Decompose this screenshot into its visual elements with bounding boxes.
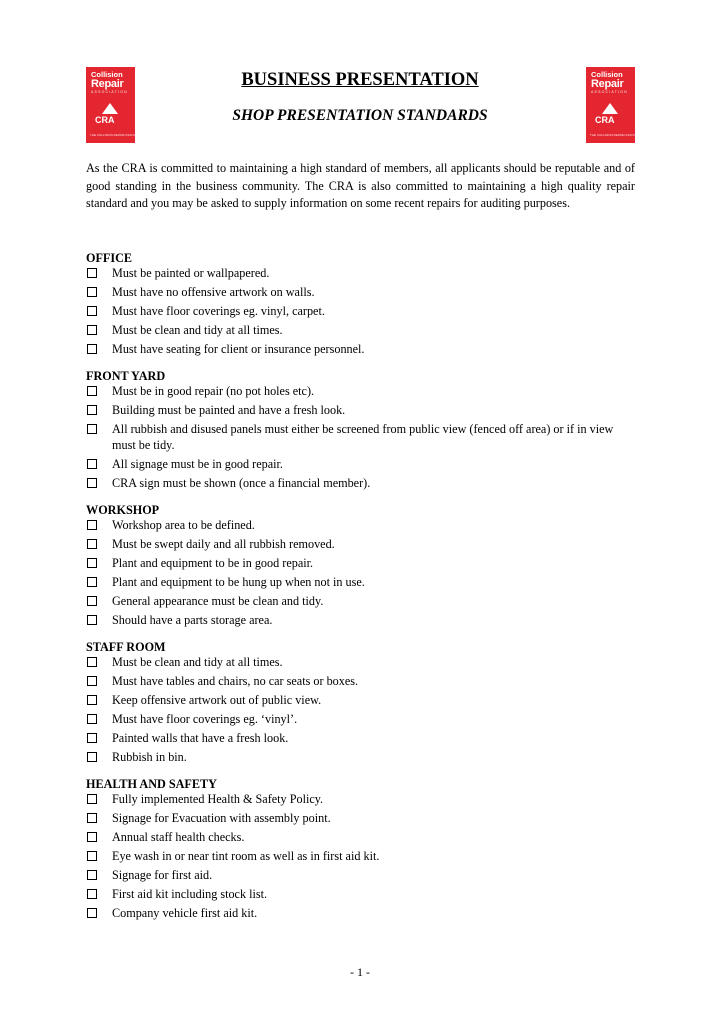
checkbox-icon[interactable] <box>87 889 97 899</box>
checklist-item <box>86 555 635 571</box>
checklist-item-text: Must have floor coverings eg. vinyl, carpet. <box>112 304 325 318</box>
checkbox-icon[interactable] <box>87 539 97 549</box>
checklist-item-text: Signage for first aid. <box>112 868 213 882</box>
checklist-item <box>86 673 635 689</box>
checklist-item-text: Must have tables and chairs, no car seats or boxes. <box>112 674 359 688</box>
checkbox-icon[interactable] <box>87 520 97 530</box>
checklist-item <box>86 848 635 864</box>
checklist-item-text: Building must be painted and have a fresh look. <box>112 403 346 417</box>
document-subtitle: SHOP PRESENTATION STANDARDS <box>232 107 488 124</box>
checkbox-icon[interactable] <box>87 676 97 686</box>
checklist-item <box>86 829 635 845</box>
logo-tagline: THE COLLISION REPAIR ASSOCIATION <box>90 133 146 137</box>
checklist-item-text: First aid kit including stock list. <box>112 887 268 901</box>
checklist-item <box>86 654 635 670</box>
logo-line-3: ASSOCIATION <box>91 90 128 94</box>
checkbox-icon[interactable] <box>87 657 97 667</box>
checkbox-icon[interactable] <box>87 615 97 625</box>
checklist-item <box>86 886 635 902</box>
checklist-item <box>86 265 635 281</box>
checklist-item <box>86 284 635 300</box>
checklist-item-text: CRA sign must be shown (once a financial member). <box>112 476 371 490</box>
section-heading: WORKSHOP <box>86 503 160 517</box>
checklist-item-text: Must be clean and tidy at all times. <box>112 655 283 669</box>
checkbox-icon[interactable] <box>87 268 97 278</box>
checklist-item <box>86 749 635 765</box>
checklist-item-text: Workshop area to be defined. <box>112 518 255 532</box>
checklist-item-text: Must be painted or wallpapered. <box>112 266 270 280</box>
checklist-item-text: Must have floor coverings eg. ‘vinyl’. <box>112 712 298 726</box>
checkbox-icon[interactable] <box>87 752 97 762</box>
checklist-item <box>86 612 635 628</box>
logo-line-1: Collision <box>91 70 123 79</box>
checklist-item <box>86 574 635 590</box>
checklist-item-text: General appearance must be clean and tidy. <box>112 594 324 608</box>
checkbox-icon[interactable] <box>87 424 97 434</box>
checkbox-icon[interactable] <box>87 577 97 587</box>
checklist-item-text: Signage for Evacuation with assembly point. <box>112 811 331 825</box>
checklist-item <box>86 402 635 418</box>
checklist-item-text: Fully implemented Health & Safety Policy. <box>112 792 324 806</box>
checklist-item <box>86 810 635 826</box>
checkbox-icon[interactable] <box>87 832 97 842</box>
checkbox-icon[interactable] <box>87 287 97 297</box>
checklist-section <box>86 369 635 491</box>
checklist-item-text: Painted walls that have a fresh look. <box>112 731 289 745</box>
checklist-item <box>86 905 635 921</box>
checklist-item <box>86 536 635 552</box>
logo-mark: CRA <box>95 115 115 125</box>
checklist-item <box>86 475 635 491</box>
logo-line-1: Collision <box>591 70 623 79</box>
checklist-item-text: Keep offensive artwork out of public view. <box>112 693 322 707</box>
checklist-item <box>86 867 635 883</box>
checklist-item <box>86 791 635 807</box>
checklist-sections <box>86 251 635 933</box>
checklist-section <box>86 640 635 765</box>
checkbox-icon[interactable] <box>87 851 97 861</box>
checkbox-icon[interactable] <box>87 478 97 488</box>
logo-line-3: ASSOCIATION <box>591 90 628 94</box>
checklist-item-text: Must be in good repair (no pot holes etc). <box>112 384 315 398</box>
section-heading: FRONT YARD <box>86 369 166 383</box>
checkbox-icon[interactable] <box>87 325 97 335</box>
checklist-item-text: Must have no offensive artwork on walls. <box>112 285 315 299</box>
checkbox-icon[interactable] <box>87 344 97 354</box>
page-number: - 1 - <box>350 965 370 979</box>
checklist-section <box>86 251 635 357</box>
section-heading: STAFF ROOM <box>86 640 166 654</box>
checklist-item <box>86 692 635 708</box>
checkbox-icon[interactable] <box>87 596 97 606</box>
checkbox-icon[interactable] <box>87 405 97 415</box>
checklist-item-text: Must have seating for client or insurance personnel. <box>112 342 365 356</box>
checklist-item-text: Plant and equipment to be hung up when not in use. <box>112 575 365 589</box>
section-heading: HEALTH AND SAFETY <box>86 777 217 791</box>
checkbox-icon[interactable] <box>87 714 97 724</box>
logo-line-2: Repair <box>591 78 624 90</box>
checklist-item-text: Eye wash in or near tint room as well as in first aid kit. <box>112 849 380 863</box>
checkbox-icon[interactable] <box>87 558 97 568</box>
checklist-item <box>86 421 635 453</box>
checklist-item <box>86 517 635 533</box>
checkbox-icon[interactable] <box>87 870 97 880</box>
checkbox-icon[interactable] <box>87 386 97 396</box>
checklist-item-text: Rubbish in bin. <box>112 750 187 764</box>
checklist-section <box>86 777 635 921</box>
checkbox-icon[interactable] <box>87 813 97 823</box>
checkbox-icon[interactable] <box>87 908 97 918</box>
intro-paragraph: As the CRA is committed to maintaining a high standard of members, all applicants should be reputable and of good standing in the business community. The CRA is also committed to maintaining a high quality repair standard and you may be asked to supply information on some recent repairs for auditing purposes. <box>86 161 635 210</box>
checklist-section <box>86 503 635 628</box>
checklist-item-text: Must be clean and tidy at all times. <box>112 323 283 337</box>
checklist-item-text: All rubbish and disused panels must either be screened from public view (fenced off area) or if in view must be tidy. <box>112 422 614 452</box>
checklist-item <box>86 593 635 609</box>
logo-tagline: THE COLLISION REPAIR ASSOCIATION <box>590 133 646 137</box>
logo-line-2: Repair <box>91 78 124 90</box>
checklist-item <box>86 730 635 746</box>
checklist-item-text: Company vehicle first aid kit. <box>112 906 258 920</box>
document-title: BUSINESS PRESENTATION <box>241 70 479 90</box>
checkbox-icon[interactable] <box>87 306 97 316</box>
checklist-item-text: Annual staff health checks. <box>112 830 245 844</box>
checklist-item <box>86 383 635 399</box>
checklist-item <box>86 456 635 472</box>
checklist-item <box>86 711 635 727</box>
checkbox-icon[interactable] <box>87 459 97 469</box>
checkbox-icon[interactable] <box>87 733 97 743</box>
checklist-item-text: Must be swept daily and all rubbish removed. <box>112 537 335 551</box>
checklist-item <box>86 322 635 338</box>
checklist-item-text: All signage must be in good repair. <box>112 457 283 471</box>
checklist-item-text: Plant and equipment to be in good repair. <box>112 556 314 570</box>
checklist-item-text: Should have a parts storage area. <box>112 613 273 627</box>
checkbox-icon[interactable] <box>87 695 97 705</box>
checklist-item <box>86 341 635 357</box>
section-heading: OFFICE <box>86 251 133 265</box>
checkbox-icon[interactable] <box>87 794 97 804</box>
logo-mark: CRA <box>595 115 615 125</box>
checklist-item <box>86 303 635 319</box>
